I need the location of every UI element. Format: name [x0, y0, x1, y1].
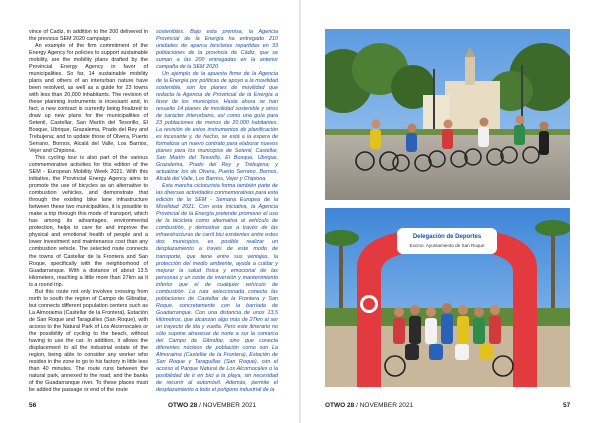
right-footer [563, 402, 570, 409]
left-page [0, 0, 299, 423]
page-number: 57 [563, 402, 571, 409]
left-footer-title [168, 402, 256, 409]
magazine-name: OTWO 28 [168, 402, 198, 409]
english-paragraph: This cycling tour is also part of the various commemorative activities for this edition of the SEM - European Mobility Week 2021. With this initiative, the Provincial Energy Agency aims to promote the use of bicycles as an alternative to combustion vehicles, and demonstrate that through the existing bike lane infrastructure between these two municipalities, it is possible to make a trip through this mode of transport, which has among its advantages, environmental protection, helps to care for and improve the physical and emotional health of people and a lower investment and maintenance cost than any combustion vehicle. The selected route connects the towns of Castellar de la Frontera and San Roque, specifically with the neighborhood of Guadarranque. With a distance of about 13.5 kilometers, reaching a little more than 27km as it is a round trip. [29, 155, 148, 288]
english-paragraph: An example of the firm commitment of the Energy Agency for policies to support sustainable mobility, are the mobility plans drafted by the Provincial Energy Agency in favor of municipalities. So far, 14 sustainable mobility plans and others of an interurban nature have been resolved, as well as a guide for 23 towns with less than 20,000 inhabitants. The revision of these planning instruments is incessant and, in fact, a new contract is currently being finalized to draw up new plans for the municipalities of Setenil, Castellar, San Martín del Tesorillo, El Bosque, Ubrique, Grazalema, Prado del Rey and Trebujena; and to update those of Olvera, Puerto Serrano, Bornos, Alcalá del Valle, Los Barrios, Vejer and Chipiona. [29, 43, 148, 155]
arch-banner-line2: Excmo. Ayuntamiento de San Roque [409, 243, 485, 248]
left-footer [29, 402, 36, 409]
magazine-name: OTWO 28 [325, 402, 355, 409]
spanish-paragraph: sostenibles. Bajo esta premisa, la Agencia Provincial de la Energía ha entregado 210 unidades de aparca bicicletas repartidas en 33 poblaciones de la provincia de Cádiz, que se suman a las 200 entregadas en la anterior campaña de la SEM 2020. [156, 29, 278, 71]
right-footer-title [325, 402, 413, 409]
spanish-article-column [156, 29, 278, 394]
cyclists-street-photo [325, 29, 570, 200]
issue-date: / NOVEMBER 2021 [199, 402, 257, 409]
right-page [301, 0, 600, 423]
page-number: 56 [29, 402, 37, 409]
english-paragraph: vince of Cadiz, in addition to the 200 delivered in the previous SEM 2020 campaign. [29, 29, 148, 43]
issue-date: / NOVEMBER 2021 [356, 402, 414, 409]
spanish-paragraph: Esta marcha cicloturista forma también parte de las diversas actividades conmemorativas para esta edición de la SEM - Semana Europea de la Movilidad 2021. Con esta iniciativa, la Agencia Provincial de la Energía pretende promover el uso de la bicicleta como alternativa al vehículo de combustión, y demostrar que a través de las infraestructuras de carril bici existentes entre estos dos municipios, es posible realizar un desplazamiento a través de este modo de transporte, que tiene entre sus ventajas, la protección del medio ambiente, ayuda a cuidar y mejorar la salud física y emocional de las personas y un coste de inversión y mantenimiento inferior que el de cualquier vehículo de combustión. La ruta seleccionada conecta las poblaciones de Castellar de la Frontera y San Roque, concretamente con la barriada de Guadarranque. Con una distancia de unos 13,5 kilómetros, que alcanzan algo más de 27km al ser un trayecto de ida y vuelta. Pero este itinerario no sólo supone atravesar de norte a sur la comarca del Campo de Gibraltar, sino que conecta diferentes núcleos de población como son La Almoraima (Castellar de la Frontera), Estación de San Roque y Taraguillas (San Roque), con el acceso al Parque Natural de Los Alcornocales o la posibilidad de ir en bici a la playa, sin necesidad de recurrir al automóvil. Además, permite el desplazamiento a todo el polígono industrial de la [156, 183, 278, 393]
english-paragraph: But this route not only involves crossing from north to south the region of Campo de Gibraltar, but connects different population centers such as La Almoraima (Castellar de la Frontera), Estación de San Roque and Taraguilles (San Roque), with access to the Natural Park of Los Alcornocales or the possibility of cycling to the beach, without having to use the car. In addition, it allows the displacement to all the industrial estate of the region, being able to consider any worker who resides in the zone to go to his factory in little less than 40 minutes. The route runs between the natural park, annexed to the road, and the banks of the Guadarranque river. To these places must be added the passage or end of the route [29, 288, 148, 393]
spanish-paragraph: Un ejemplo de la apuesta firme de la Agencia de la Energía por políticas de apoyo a la movilidad sostenible, son los planes de movilidad que redacta la Agencia de Provincial de la Energía a favor de los municipios. Hasta ahora se han resuelto 14 planes de movilidad sostenible y otros de carácter interurbano, así como una guía para 23 poblaciones de menos de 20.000 habitantes. La revisión de estos instrumentos de planificación es incesante y, de hecho, se está a la espera de formalizar un nuevo contrato para elaborar nuevos planes para los municipios de Setenil, Castellar, San Martín del Tesorillo, El Bosque, Ubrique, Grazalema, Prado del Rey y Trebujena; y actualizar los de Olvera, Puerto Serrano, Bornos, Alcalá del Valle, Los Barrios, Vejer y Chipiona. [156, 71, 278, 183]
english-article-column [29, 29, 148, 394]
arch-banner-line1: Delegación de Deportes [412, 234, 482, 240]
group-arch-photo [325, 208, 570, 387]
